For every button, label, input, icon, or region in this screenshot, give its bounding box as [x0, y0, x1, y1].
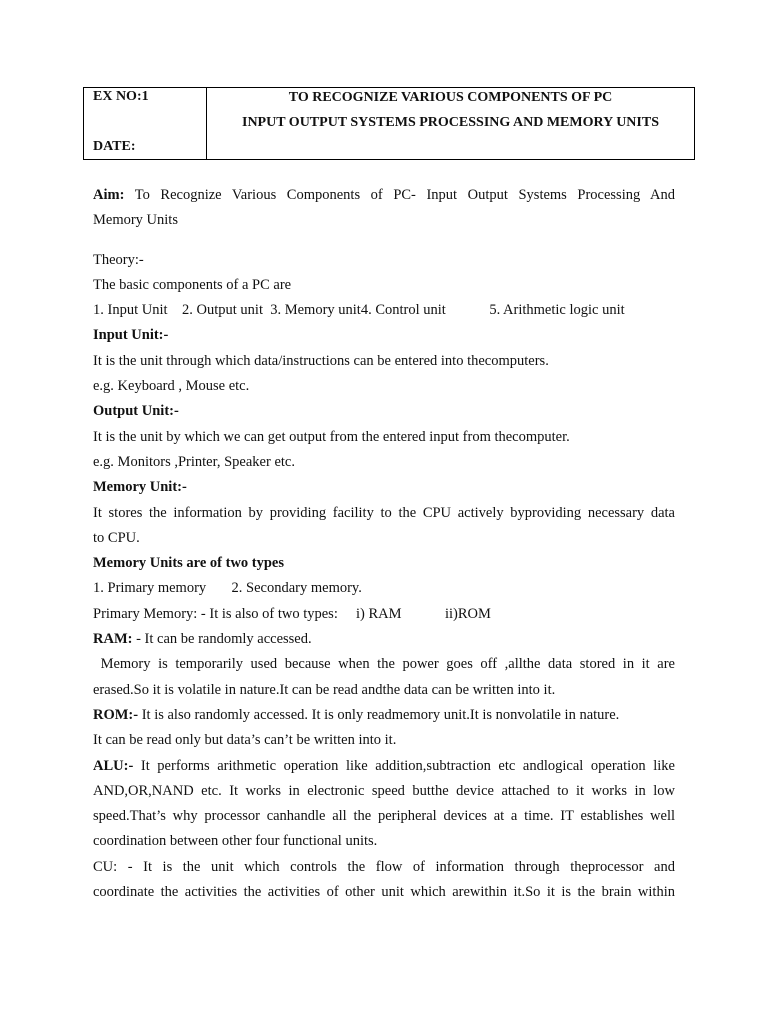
input-unit-desc: It is the unit through which data/instructions can be entered into thecomputers.: [93, 352, 549, 369]
memory-types-list: 1. Primary memory 2. Secondary memory.: [93, 580, 362, 597]
ram-text: - It can be randomly accessed.: [132, 631, 312, 648]
rom-label: ROM:-: [93, 706, 139, 723]
alu-desc-1: AND,OR,NAND etc. It works in electronic speed butthe device attached to it works in low: [93, 782, 675, 799]
alu-label: ALU:-: [93, 757, 134, 774]
rom-desc: It can be read only but data’s can’t be written into it.: [93, 732, 397, 749]
date-label: DATE:: [93, 139, 136, 154]
memory-unit-desc-1: It stores the information by providing facility to the CPU actively byproviding necessary data: [93, 504, 675, 521]
alu-desc-3: coordination between other four functional units.: [93, 833, 378, 850]
input-unit-example: e.g. Keyboard , Mouse etc.: [93, 378, 250, 395]
alu-line: [93, 754, 675, 779]
output-unit-desc: It is the unit by which we can get output from the entered input from thecomputer.: [93, 428, 570, 445]
aim-line-1: [93, 183, 675, 208]
output-unit-heading: Output Unit:-: [93, 403, 179, 420]
cu-desc-2: coordinate the activities the activities of other unit which arewithin it.So it is the brain within: [93, 884, 675, 901]
alu-desc-2: speed.That’s why processor canhandle all the peripheral devices at a time. IT establishes well: [93, 808, 675, 825]
document-body: [93, 183, 675, 905]
memory-unit-heading: Memory Unit:-: [93, 479, 187, 496]
primary-memory-line: Primary Memory: - It is also of two types: i) RAM ii)ROM: [93, 605, 491, 622]
cu-desc-1: CU: - It is the unit which controls the flow of information through theprocessor and: [93, 858, 675, 875]
ram-line: [93, 627, 675, 652]
ram-desc-2: erased.So it is volatile in nature.It can be read andthe data can be written into it.: [93, 681, 556, 698]
components-list: 1. Input Unit 2. Output unit 3. Memory unit4. Control unit 5. Arithmetic logic unit: [93, 302, 625, 319]
title-line-1: TO RECOGNIZE VARIOUS COMPONENTS OF PC: [288, 90, 613, 105]
memory-types-heading: Memory Units are of two types: [93, 555, 285, 572]
ram-label: RAM:: [93, 631, 133, 648]
ram-desc-1: Memory is temporarily used because when the power goes off ,allthe data stored in it are: [93, 656, 675, 673]
aim-text-1: To Recognize Various Components of PC- Input Output Systems Processing And: [134, 187, 675, 203]
alu-text: It performs arithmetic operation like addition,subtraction etc andlogical operation like: [133, 757, 675, 774]
aim-line-2: Memory Units: [93, 212, 178, 229]
rom-line: [93, 703, 675, 728]
input-unit-heading: Input Unit:-: [93, 327, 169, 344]
memory-unit-desc-2: to CPU.: [93, 529, 140, 546]
title-line-2: INPUT OUTPUT SYSTEMS PROCESSING AND MEMORY UNITS: [242, 115, 659, 130]
theory-heading: Theory:-: [93, 251, 144, 268]
rom-text: It is also randomly accessed. It is only readmemory unit.It is nonvolatile in nature.: [138, 706, 620, 723]
output-unit-example: e.g. Monitors ,Printer, Speaker etc.: [93, 453, 295, 470]
ex-no: EX NO:1: [93, 89, 149, 104]
basic-components-intro: The basic components of a PC are: [93, 276, 292, 293]
header-left-cell: [84, 88, 207, 159]
header-title-cell: [207, 88, 694, 159]
header-table: [83, 87, 695, 160]
aim-label: Aim:: [93, 187, 125, 203]
